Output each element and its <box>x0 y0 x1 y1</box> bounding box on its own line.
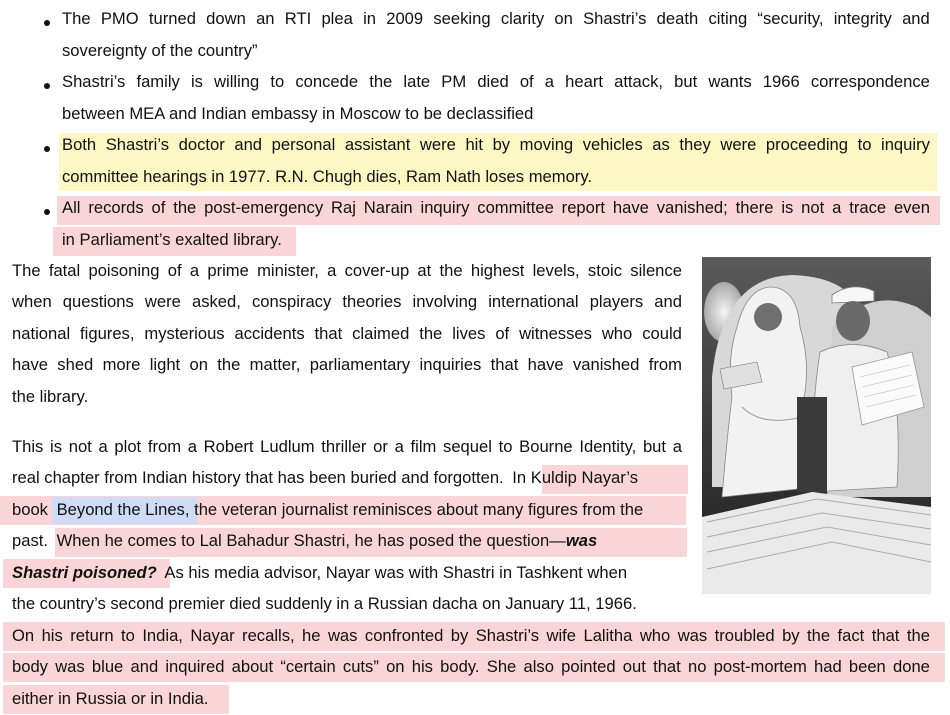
word: thriller <box>321 437 367 456</box>
word: confronted <box>364 626 444 645</box>
word: he <box>302 626 321 645</box>
word: the <box>217 355 241 374</box>
word: have <box>12 355 48 374</box>
word: cuts” <box>342 657 379 676</box>
word: have <box>612 198 649 217</box>
word: was <box>327 626 358 645</box>
word: there <box>735 198 774 217</box>
word: that <box>653 657 681 676</box>
bullet-line: sovereignty of the country” <box>62 41 258 60</box>
word: is <box>190 72 203 91</box>
paragraph-line <box>12 496 643 524</box>
word: but <box>642 437 667 456</box>
word: from <box>147 437 182 456</box>
word: and <box>902 9 930 28</box>
word: a <box>187 437 197 456</box>
word: an <box>256 9 275 28</box>
word: attack, <box>614 72 663 91</box>
bullet-line <box>62 194 930 222</box>
word: of <box>495 324 510 343</box>
word: not <box>801 198 825 217</box>
word: or <box>373 437 388 456</box>
word: a <box>189 261 200 280</box>
paragraph-line <box>12 351 682 379</box>
word: death <box>656 9 699 28</box>
word: doctor <box>178 135 225 154</box>
word: Robert <box>203 437 254 456</box>
bullet-dot <box>44 209 50 215</box>
word: clarity <box>500 9 545 28</box>
word: accidents <box>234 324 305 343</box>
word: Identity, <box>579 437 637 456</box>
word: who <box>639 626 671 645</box>
word: were <box>144 292 181 311</box>
word: on <box>554 9 573 28</box>
word: post-mortem <box>713 657 807 676</box>
word: “security, <box>757 9 824 28</box>
word: plot <box>114 437 142 456</box>
word: All <box>62 198 81 217</box>
word: shed <box>57 355 94 374</box>
word: Nayar <box>190 626 235 645</box>
word: correspondence <box>810 72 930 91</box>
paragraph-text: book <box>12 500 48 519</box>
word: troubled <box>714 626 775 645</box>
word: wants <box>708 72 752 91</box>
word: citing <box>708 9 748 28</box>
word: the <box>173 198 197 217</box>
word: national <box>12 324 71 343</box>
word: The <box>12 261 41 280</box>
word: the <box>369 72 393 91</box>
word: that <box>490 355 519 374</box>
word: The <box>62 9 91 28</box>
word: the <box>439 261 463 280</box>
word: were <box>720 135 757 154</box>
word: on <box>386 657 405 676</box>
word: film <box>410 437 437 456</box>
bullet-line: in Parliament’s exalted library. <box>62 230 282 249</box>
paragraph-line: the library. <box>12 387 89 406</box>
word: figures, <box>80 324 135 343</box>
word: cover-up <box>344 261 410 280</box>
word: On <box>12 626 35 645</box>
word: 1966 <box>762 72 800 91</box>
paragraph-line <box>12 464 638 492</box>
word: on <box>189 355 208 374</box>
paragraph-text: past. <box>12 531 48 550</box>
word: “certain <box>280 657 336 676</box>
word: the <box>807 626 831 645</box>
word: in <box>363 9 376 28</box>
word: to <box>121 626 135 645</box>
word: were <box>419 135 456 154</box>
word: This <box>12 437 44 456</box>
word: is <box>781 198 794 217</box>
word: when <box>12 292 52 311</box>
paragraph-line <box>12 320 682 348</box>
word: 2009 <box>386 9 424 28</box>
word: trace <box>849 198 887 217</box>
paragraph-line <box>12 653 930 681</box>
word: and <box>234 135 263 154</box>
word: sequel <box>443 437 492 456</box>
word: players <box>589 292 644 311</box>
word: minister, <box>257 261 319 280</box>
word: to <box>498 437 513 456</box>
word: lives <box>452 324 486 343</box>
word: integrity <box>833 9 892 28</box>
word: stoic <box>587 261 623 280</box>
word: willing <box>214 72 260 91</box>
paragraph-line <box>12 622 930 650</box>
word: was <box>55 657 85 676</box>
paragraph-line <box>12 527 597 555</box>
word: Shastri’s <box>583 9 647 28</box>
paragraph-text: When he comes to Lal Bahadur Shastri, he has posed the question— <box>56 531 566 550</box>
word: inquiry <box>420 198 470 217</box>
word: return <box>70 626 114 645</box>
paragraph-line <box>12 559 627 587</box>
word: more <box>102 355 141 374</box>
emphasis-text: was <box>565 531 598 550</box>
word: Raj <box>331 198 356 217</box>
word: heart <box>565 72 603 91</box>
paragraph-text: In Kuldip Nayar’s <box>512 468 639 487</box>
word: international <box>488 292 579 311</box>
emphasis-text: Shastri poisoned? <box>12 563 157 582</box>
word: Bourne <box>519 437 573 456</box>
word: fact <box>837 626 865 645</box>
word: at <box>417 261 432 280</box>
word: even <box>893 198 930 217</box>
bullet-line: between MEA and Indian embassy in Moscow to be declassified <box>62 104 534 123</box>
word: a <box>832 198 842 217</box>
word: body <box>12 657 48 676</box>
word: post-emergency <box>204 198 324 217</box>
word: proceeding <box>765 135 849 154</box>
word: been <box>848 657 886 676</box>
word: a <box>672 437 682 456</box>
word: done <box>893 657 930 676</box>
word: conspiracy <box>251 292 332 311</box>
word: have <box>527 355 564 374</box>
paragraph-text: real chapter from Indian history that has been buried and forgotten. <box>12 468 504 487</box>
word: Lalitha <box>583 626 633 645</box>
paragraph-text: As his media advisor, Nayar was with Shastri in Tashkent when <box>164 563 628 582</box>
word: highest <box>470 261 525 280</box>
word: not <box>68 437 92 456</box>
word: to <box>270 72 285 91</box>
word: out <box>622 657 646 676</box>
word: She <box>486 657 517 676</box>
word: died <box>477 72 509 91</box>
word: is <box>50 437 63 456</box>
word: was <box>677 626 708 645</box>
bullet-dot <box>44 20 50 26</box>
word: inquiries <box>419 355 482 374</box>
word: vanished <box>572 355 640 374</box>
word: report <box>561 198 606 217</box>
word: witnesses <box>519 324 592 343</box>
word: that <box>314 324 343 343</box>
bullet-dot <box>44 83 50 89</box>
word: down <box>206 9 246 28</box>
word: hit <box>465 135 483 154</box>
word: levels, <box>532 261 580 280</box>
word: involving <box>412 292 478 311</box>
word: by <box>492 135 511 154</box>
word: India, <box>142 626 183 645</box>
word: claimed <box>352 324 410 343</box>
word: mysterious <box>144 324 225 343</box>
word: the <box>906 626 930 645</box>
bullet-dot <box>44 146 50 152</box>
word: of <box>167 261 182 280</box>
word: inquiry <box>881 135 930 154</box>
word: moving <box>519 135 574 154</box>
word: assistant <box>344 135 411 154</box>
word: a <box>98 437 108 456</box>
word: parliamentary <box>309 355 411 374</box>
word: of <box>519 72 534 91</box>
word: questions <box>62 292 134 311</box>
word: as <box>652 135 670 154</box>
paragraph-text: , the veteran journalist reminisces about many figures from the <box>184 500 644 519</box>
word: and <box>130 657 159 676</box>
word: PMO <box>100 9 139 28</box>
word: seeking <box>433 9 491 28</box>
word: Shastri’s <box>62 72 126 91</box>
word: had <box>813 657 842 676</box>
word: Both <box>62 135 97 154</box>
word: who <box>601 324 633 343</box>
word: plea <box>321 9 353 28</box>
word: they <box>679 135 711 154</box>
word: Shastri’s <box>105 135 170 154</box>
word: from <box>648 355 682 374</box>
word: fatal <box>48 261 81 280</box>
word: Narain <box>363 198 413 217</box>
bullet-line: committee hearings in 1977. R.N. Chugh dies, Ram Nath loses memory. <box>62 167 592 186</box>
word: Shastri’s <box>475 626 540 645</box>
word: committee <box>477 198 554 217</box>
word: body. <box>440 657 480 676</box>
word: but <box>674 72 698 91</box>
word: of <box>151 198 166 217</box>
word: light <box>149 355 181 374</box>
word: Ludlum <box>260 437 315 456</box>
word: to <box>857 135 872 154</box>
paragraph-line <box>12 433 682 461</box>
word: pointed <box>561 657 616 676</box>
book-title: Beyond the Lines <box>56 500 185 519</box>
word: inquired <box>165 657 225 676</box>
word: could <box>642 324 682 343</box>
word: by <box>782 626 800 645</box>
word: theories <box>342 292 402 311</box>
word: his <box>41 626 63 645</box>
word: RTI <box>284 9 312 28</box>
word: about <box>231 657 274 676</box>
word: asked, <box>191 292 241 311</box>
word: no <box>687 657 707 676</box>
word: records <box>88 198 144 217</box>
word: his <box>411 657 433 676</box>
word: also <box>523 657 554 676</box>
word: personal <box>271 135 336 154</box>
word: vanished; <box>656 198 728 217</box>
word: by <box>450 626 469 645</box>
word: family <box>136 72 180 91</box>
word: silence <box>630 261 682 280</box>
word: PM <box>441 72 467 91</box>
word: a <box>394 437 404 456</box>
word: a <box>327 261 337 280</box>
word: that <box>871 626 900 645</box>
paragraph-line: the country’s second premier died suddenly in a Russian dacha on January 11, 1966. <box>12 594 637 613</box>
paragraph-line: either in Russia or in India. <box>12 689 209 708</box>
word: vehicles <box>582 135 643 154</box>
word: poisoning <box>88 261 160 280</box>
word: a <box>544 72 555 91</box>
paragraph-line <box>12 257 682 285</box>
word: late <box>403 72 431 91</box>
word: concede <box>295 72 359 91</box>
word: wife <box>546 626 577 645</box>
shastri-couple-photo <box>702 257 931 594</box>
word: blue <box>91 657 124 676</box>
word: the <box>419 324 443 343</box>
word: prime <box>207 261 249 280</box>
word: recalls, <box>242 626 295 645</box>
word: matter, <box>249 355 301 374</box>
bullet-line <box>62 5 930 33</box>
word: turned <box>148 9 196 28</box>
paragraph-line <box>12 288 682 316</box>
word: and <box>654 292 682 311</box>
bullet-line <box>62 68 930 96</box>
bullet-line <box>62 131 930 159</box>
